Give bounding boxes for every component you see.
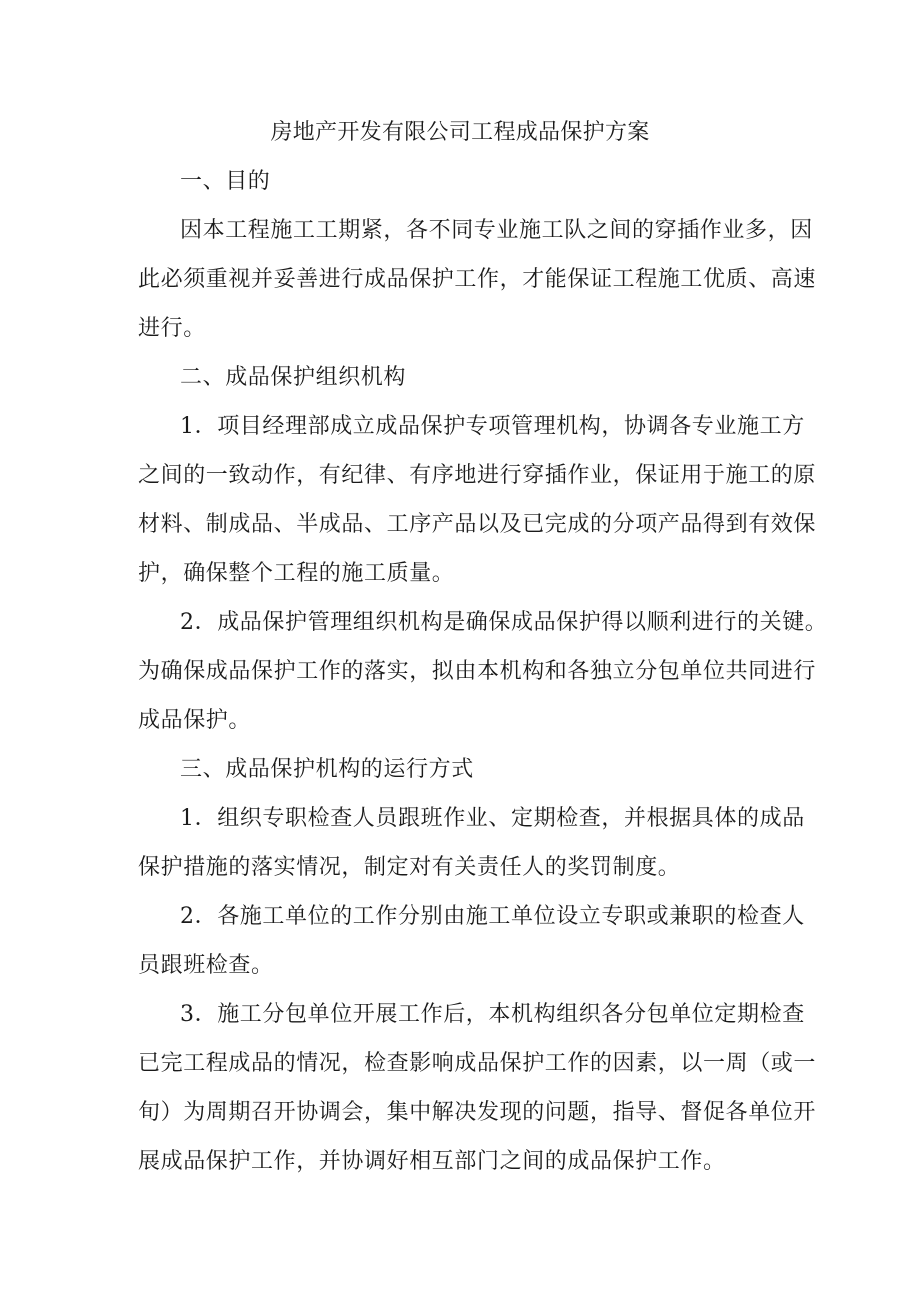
paragraph-line: 员跟班检查。 <box>138 953 274 978</box>
paragraph-line: 进行。 <box>138 316 206 341</box>
section-heading: 一、目的 <box>180 169 271 194</box>
paragraph-line: 展成品保护工作，并协调好相互部门之间的成品保护工作。 <box>138 1149 726 1174</box>
paragraph-line: 1．项目经理部成立成品保护专项管理机构，协调各专业施工方 <box>180 414 805 439</box>
paragraph-line: 旬）为周期召开协调会，集中解决发现的问题，指导、督促各单位开 <box>138 1100 817 1125</box>
paragraph-line: 材料、制成品、半成品、工序产品以及已完成的分项产品得到有效保 <box>138 512 817 537</box>
paragraph-line: 之间的一致动作，有纪律、有序地进行穿插作业，保证用于施工的原 <box>138 463 817 488</box>
paragraph-line: 1．组织专职检查人员跟班作业、定期检查，并根据具体的成品 <box>180 806 805 831</box>
section-heading: 二、成品保护组织机构 <box>180 365 407 390</box>
paragraph-line: 2．成品保护管理组织机构是确保成品保护得以顺利进行的关键。 <box>180 610 828 635</box>
paragraph-line: 护，确保整个工程的施工质量。 <box>138 561 455 586</box>
paragraph-line: 此必须重视并妥善进行成品保护工作，才能保证工程施工优质、高速 <box>138 267 817 292</box>
paragraph-line: 成品保护。 <box>138 708 252 733</box>
document-title: 房地产开发有限公司工程成品保护方案 <box>270 120 650 145</box>
paragraph-line: 已完工程成品的情况，检查影响成品保护工作的因素，以一周（或一 <box>138 1051 817 1076</box>
paragraph-line: 为确保成品保护工作的落实，拟由本机构和各独立分包单位共同进行 <box>138 659 817 684</box>
section-heading: 三、成品保护机构的运行方式 <box>180 757 474 782</box>
paragraph-line: 3．施工分包单位开展工作后，本机构组织各分包单位定期检查 <box>180 1002 805 1027</box>
paragraph-line: 因本工程施工工期紧，各不同专业施工队之间的穿插作业多，因 <box>180 218 813 243</box>
paragraph-line: 保护措施的落实情况，制定对有关责任人的奖罚制度。 <box>138 855 681 880</box>
paragraph-line: 2．各施工单位的工作分别由施工单位设立专职或兼职的检查人 <box>180 904 805 929</box>
